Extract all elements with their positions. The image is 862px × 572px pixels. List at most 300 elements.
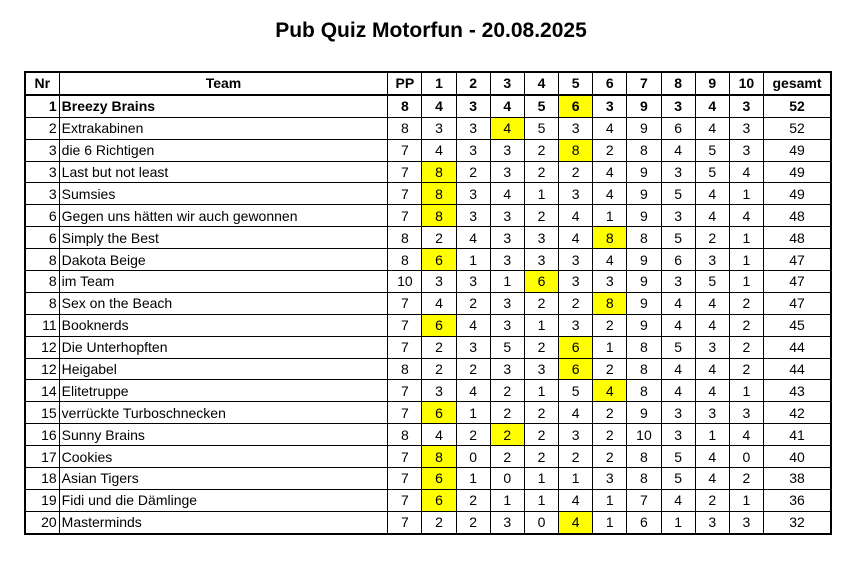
round-9-cell: 5	[695, 271, 729, 293]
table-row	[25, 95, 831, 117]
round-10-cell: 0	[729, 446, 763, 468]
round-8-cell: 3	[661, 205, 695, 227]
round-1-cell: 3	[422, 380, 456, 402]
pp-cell: 7	[388, 402, 422, 424]
round-3-cell: 1	[490, 271, 524, 293]
total-cell: 49	[764, 161, 832, 183]
round-3-cell: 3	[490, 511, 524, 533]
round-10-cell: 3	[729, 402, 763, 424]
round-2-cell: 0	[456, 446, 490, 468]
round-4-cell: 1	[524, 380, 558, 402]
round-6-cell: 1	[593, 489, 627, 511]
round-9-cell: 5	[695, 139, 729, 161]
pp-cell: 7	[388, 292, 422, 314]
rank-cell: 11	[25, 314, 59, 336]
round-10-cell: 2	[729, 314, 763, 336]
round-6-cell: 4	[593, 183, 627, 205]
round-10-cell: 4	[729, 205, 763, 227]
round-10-cell: 2	[729, 292, 763, 314]
round-6-cell: 8	[593, 292, 627, 314]
round-5-cell: 6	[559, 358, 593, 380]
round-5-cell: 5	[559, 380, 593, 402]
table-row	[25, 117, 831, 139]
round-5-cell: 3	[559, 314, 593, 336]
round-2-cell: 1	[456, 249, 490, 271]
round-5-cell: 2	[559, 161, 593, 183]
header-round-4: 4	[524, 72, 558, 95]
table-row	[25, 161, 831, 183]
round-5-cell: 2	[559, 292, 593, 314]
team-name-cell: Dakota Beige	[59, 249, 388, 271]
round-1-cell: 4	[422, 292, 456, 314]
pp-cell: 8	[388, 117, 422, 139]
team-name-cell: Cookies	[59, 446, 388, 468]
round-7-cell: 8	[627, 358, 661, 380]
rank-cell: 17	[25, 446, 59, 468]
round-4-cell: 2	[524, 446, 558, 468]
rank-cell: 16	[25, 424, 59, 446]
round-1-cell: 6	[422, 314, 456, 336]
table-row	[25, 424, 831, 446]
round-7-cell: 9	[627, 117, 661, 139]
round-8-cell: 5	[661, 446, 695, 468]
round-9-cell: 4	[695, 183, 729, 205]
round-9-cell: 3	[695, 511, 729, 533]
round-7-cell: 8	[627, 380, 661, 402]
round-7-cell: 9	[627, 314, 661, 336]
rank-cell: 12	[25, 336, 59, 358]
total-cell: 48	[764, 205, 832, 227]
header-round-5: 5	[559, 72, 593, 95]
round-10-cell: 1	[729, 489, 763, 511]
team-name-cell: Last but not least	[59, 161, 388, 183]
round-7-cell: 9	[627, 183, 661, 205]
round-2-cell: 2	[456, 292, 490, 314]
rank-cell: 15	[25, 402, 59, 424]
round-5-cell: 4	[559, 205, 593, 227]
round-1-cell: 2	[422, 336, 456, 358]
round-10-cell: 4	[729, 424, 763, 446]
total-cell: 44	[764, 336, 832, 358]
round-4-cell: 6	[524, 271, 558, 293]
round-4-cell: 1	[524, 314, 558, 336]
round-9-cell: 3	[695, 402, 729, 424]
round-2-cell: 3	[456, 271, 490, 293]
total-cell: 32	[764, 511, 832, 533]
round-9-cell: 4	[695, 446, 729, 468]
team-name-cell: Asian Tigers	[59, 468, 388, 490]
round-2-cell: 2	[456, 161, 490, 183]
table-row	[25, 511, 831, 533]
round-3-cell: 3	[490, 358, 524, 380]
pp-cell: 7	[388, 380, 422, 402]
round-6-cell: 2	[593, 424, 627, 446]
rank-cell: 6	[25, 205, 59, 227]
round-7-cell: 8	[627, 446, 661, 468]
rank-cell: 3	[25, 161, 59, 183]
round-7-cell: 9	[627, 271, 661, 293]
round-1-cell: 8	[422, 183, 456, 205]
round-2-cell: 3	[456, 139, 490, 161]
round-10-cell: 1	[729, 271, 763, 293]
round-1-cell: 6	[422, 468, 456, 490]
team-name-cell: Fidi und die Dämlinge	[59, 489, 388, 511]
round-2-cell: 4	[456, 227, 490, 249]
total-cell: 38	[764, 468, 832, 490]
round-3-cell: 3	[490, 161, 524, 183]
round-2-cell: 3	[456, 117, 490, 139]
round-6-cell: 2	[593, 358, 627, 380]
round-10-cell: 2	[729, 358, 763, 380]
round-7-cell: 8	[627, 336, 661, 358]
total-cell: 40	[764, 446, 832, 468]
header-round-10: 10	[729, 72, 763, 95]
round-7-cell: 8	[627, 139, 661, 161]
round-2-cell: 2	[456, 358, 490, 380]
header-nr: Nr	[25, 72, 59, 95]
round-8-cell: 3	[661, 161, 695, 183]
round-6-cell: 4	[593, 117, 627, 139]
round-2-cell: 1	[456, 468, 490, 490]
round-4-cell: 1	[524, 468, 558, 490]
round-4-cell: 3	[524, 227, 558, 249]
round-5-cell: 6	[559, 95, 593, 117]
table-row	[25, 402, 831, 424]
round-2-cell: 4	[456, 314, 490, 336]
round-9-cell: 5	[695, 161, 729, 183]
total-cell: 49	[764, 183, 832, 205]
pp-cell: 7	[388, 139, 422, 161]
team-name-cell: Gegen uns hätten wir auch gewonnen	[59, 205, 388, 227]
pp-cell: 7	[388, 446, 422, 468]
rank-cell: 3	[25, 139, 59, 161]
round-6-cell: 3	[593, 95, 627, 117]
round-7-cell: 8	[627, 468, 661, 490]
round-6-cell: 8	[593, 227, 627, 249]
round-1-cell: 8	[422, 446, 456, 468]
round-6-cell: 3	[593, 271, 627, 293]
round-4-cell: 2	[524, 424, 558, 446]
pp-cell: 8	[388, 249, 422, 271]
round-6-cell: 1	[593, 336, 627, 358]
total-cell: 52	[764, 95, 832, 117]
round-1-cell: 6	[422, 249, 456, 271]
table-row	[25, 336, 831, 358]
round-1-cell: 4	[422, 139, 456, 161]
round-8-cell: 4	[661, 292, 695, 314]
round-8-cell: 4	[661, 358, 695, 380]
pp-cell: 7	[388, 489, 422, 511]
round-8-cell: 3	[661, 95, 695, 117]
round-5-cell: 3	[559, 183, 593, 205]
round-1-cell: 3	[422, 117, 456, 139]
total-cell: 49	[764, 139, 832, 161]
round-2-cell: 3	[456, 336, 490, 358]
round-4-cell: 2	[524, 205, 558, 227]
table-row	[25, 249, 831, 271]
table-row	[25, 358, 831, 380]
round-7-cell: 10	[627, 424, 661, 446]
header-round-3: 3	[490, 72, 524, 95]
rank-cell: 19	[25, 489, 59, 511]
rank-cell: 8	[25, 292, 59, 314]
round-9-cell: 4	[695, 314, 729, 336]
round-10-cell: 1	[729, 227, 763, 249]
pp-cell: 7	[388, 511, 422, 533]
round-4-cell: 0	[524, 511, 558, 533]
header-round-8: 8	[661, 72, 695, 95]
round-7-cell: 6	[627, 511, 661, 533]
round-5-cell: 4	[559, 511, 593, 533]
round-7-cell: 9	[627, 292, 661, 314]
round-3-cell: 3	[490, 227, 524, 249]
round-9-cell: 1	[695, 424, 729, 446]
rank-cell: 2	[25, 117, 59, 139]
round-1-cell: 2	[422, 227, 456, 249]
round-6-cell: 2	[593, 402, 627, 424]
team-name-cell: im Team	[59, 271, 388, 293]
round-3-cell: 1	[490, 489, 524, 511]
header-team: Team	[59, 72, 388, 95]
header-total: gesamt	[764, 72, 832, 95]
pp-cell: 7	[388, 205, 422, 227]
round-8-cell: 3	[661, 424, 695, 446]
round-8-cell: 4	[661, 314, 695, 336]
total-cell: 45	[764, 314, 832, 336]
round-5-cell: 4	[559, 489, 593, 511]
header-row	[25, 72, 831, 95]
round-8-cell: 5	[661, 336, 695, 358]
total-cell: 47	[764, 292, 832, 314]
round-7-cell: 9	[627, 402, 661, 424]
round-6-cell: 4	[593, 380, 627, 402]
round-3-cell: 3	[490, 314, 524, 336]
round-9-cell: 4	[695, 380, 729, 402]
round-3-cell: 3	[490, 205, 524, 227]
round-9-cell: 4	[695, 292, 729, 314]
pp-cell: 10	[388, 271, 422, 293]
table-row	[25, 468, 831, 490]
pp-cell: 8	[388, 95, 422, 117]
total-cell: 42	[764, 402, 832, 424]
total-cell: 36	[764, 489, 832, 511]
header-pp: PP	[388, 72, 422, 95]
total-cell: 47	[764, 271, 832, 293]
round-1-cell: 6	[422, 402, 456, 424]
team-name-cell: Heigabel	[59, 358, 388, 380]
round-5-cell: 1	[559, 468, 593, 490]
round-9-cell: 2	[695, 489, 729, 511]
round-8-cell: 3	[661, 271, 695, 293]
pp-cell: 7	[388, 183, 422, 205]
round-4-cell: 1	[524, 183, 558, 205]
round-1-cell: 4	[422, 424, 456, 446]
round-7-cell: 8	[627, 227, 661, 249]
table-row	[25, 380, 831, 402]
round-2-cell: 3	[456, 205, 490, 227]
team-name-cell: Sex on the Beach	[59, 292, 388, 314]
round-5-cell: 3	[559, 424, 593, 446]
total-cell: 41	[764, 424, 832, 446]
round-7-cell: 9	[627, 249, 661, 271]
round-2-cell: 2	[456, 489, 490, 511]
round-3-cell: 3	[490, 292, 524, 314]
round-10-cell: 2	[729, 336, 763, 358]
round-4-cell: 2	[524, 292, 558, 314]
pp-cell: 8	[388, 358, 422, 380]
round-8-cell: 6	[661, 117, 695, 139]
round-9-cell: 4	[695, 95, 729, 117]
round-10-cell: 3	[729, 117, 763, 139]
results-body	[25, 95, 831, 534]
header-round-6: 6	[593, 72, 627, 95]
round-5-cell: 3	[559, 271, 593, 293]
round-3-cell: 3	[490, 139, 524, 161]
round-3-cell: 2	[490, 424, 524, 446]
round-8-cell: 5	[661, 183, 695, 205]
rank-cell: 12	[25, 358, 59, 380]
total-cell: 52	[764, 117, 832, 139]
rank-cell: 8	[25, 271, 59, 293]
round-8-cell: 5	[661, 227, 695, 249]
round-10-cell: 3	[729, 95, 763, 117]
round-6-cell: 1	[593, 511, 627, 533]
round-6-cell: 2	[593, 139, 627, 161]
round-9-cell: 3	[695, 336, 729, 358]
round-3-cell: 5	[490, 336, 524, 358]
rank-cell: 14	[25, 380, 59, 402]
round-9-cell: 4	[695, 468, 729, 490]
table-row	[25, 227, 831, 249]
pp-cell: 7	[388, 314, 422, 336]
round-8-cell: 5	[661, 468, 695, 490]
total-cell: 44	[764, 358, 832, 380]
round-4-cell: 2	[524, 402, 558, 424]
round-9-cell: 4	[695, 117, 729, 139]
pp-cell: 8	[388, 227, 422, 249]
team-name-cell: Sunny Brains	[59, 424, 388, 446]
pp-cell: 7	[388, 161, 422, 183]
round-7-cell: 9	[627, 161, 661, 183]
round-6-cell: 3	[593, 468, 627, 490]
round-2-cell: 4	[456, 380, 490, 402]
team-name-cell: Breezy Brains	[59, 95, 388, 117]
team-name-cell: die 6 Richtigen	[59, 139, 388, 161]
round-2-cell: 2	[456, 511, 490, 533]
header-round-2: 2	[456, 72, 490, 95]
round-3-cell: 4	[490, 183, 524, 205]
table-row	[25, 314, 831, 336]
round-8-cell: 4	[661, 489, 695, 511]
table-row	[25, 292, 831, 314]
round-10-cell: 1	[729, 183, 763, 205]
round-5-cell: 4	[559, 227, 593, 249]
results-table	[24, 71, 832, 535]
round-6-cell: 2	[593, 446, 627, 468]
round-3-cell: 2	[490, 446, 524, 468]
rank-cell: 3	[25, 183, 59, 205]
round-9-cell: 3	[695, 249, 729, 271]
round-4-cell: 1	[524, 489, 558, 511]
round-9-cell: 4	[695, 358, 729, 380]
round-1-cell: 6	[422, 489, 456, 511]
round-4-cell: 2	[524, 139, 558, 161]
round-9-cell: 4	[695, 205, 729, 227]
round-3-cell: 4	[490, 95, 524, 117]
table-row	[25, 139, 831, 161]
round-1-cell: 3	[422, 271, 456, 293]
round-2-cell: 3	[456, 95, 490, 117]
round-4-cell: 3	[524, 358, 558, 380]
round-10-cell: 2	[729, 468, 763, 490]
round-1-cell: 2	[422, 511, 456, 533]
round-4-cell: 5	[524, 95, 558, 117]
team-name-cell: Masterminds	[59, 511, 388, 533]
round-4-cell: 5	[524, 117, 558, 139]
round-2-cell: 1	[456, 402, 490, 424]
page-title: Pub Quiz Motorfun - 20.08.2025	[275, 19, 587, 42]
team-name-cell: verrückte Turboschnecken	[59, 402, 388, 424]
round-4-cell: 2	[524, 161, 558, 183]
header-round-9: 9	[695, 72, 729, 95]
round-9-cell: 2	[695, 227, 729, 249]
round-8-cell: 1	[661, 511, 695, 533]
table-row	[25, 205, 831, 227]
round-8-cell: 6	[661, 249, 695, 271]
round-7-cell: 7	[627, 489, 661, 511]
round-7-cell: 9	[627, 95, 661, 117]
team-name-cell: Booknerds	[59, 314, 388, 336]
total-cell: 47	[764, 249, 832, 271]
rank-cell: 1	[25, 95, 59, 117]
round-6-cell: 4	[593, 249, 627, 271]
round-3-cell: 2	[490, 380, 524, 402]
team-name-cell: Extrakabinen	[59, 117, 388, 139]
pp-cell: 7	[388, 336, 422, 358]
team-name-cell: Die Unterhopften	[59, 336, 388, 358]
team-name-cell: Sumsies	[59, 183, 388, 205]
round-1-cell: 2	[422, 358, 456, 380]
round-3-cell: 4	[490, 117, 524, 139]
round-8-cell: 4	[661, 380, 695, 402]
round-8-cell: 4	[661, 139, 695, 161]
round-6-cell: 2	[593, 314, 627, 336]
round-4-cell: 2	[524, 336, 558, 358]
rank-cell: 8	[25, 249, 59, 271]
round-3-cell: 0	[490, 468, 524, 490]
round-2-cell: 2	[456, 424, 490, 446]
round-5-cell: 3	[559, 249, 593, 271]
table-row	[25, 446, 831, 468]
round-5-cell: 8	[559, 139, 593, 161]
header-round-1: 1	[422, 72, 456, 95]
round-1-cell: 4	[422, 95, 456, 117]
table-row	[25, 489, 831, 511]
round-5-cell: 2	[559, 446, 593, 468]
round-10-cell: 3	[729, 139, 763, 161]
total-cell: 48	[764, 227, 832, 249]
round-3-cell: 3	[490, 249, 524, 271]
round-8-cell: 3	[661, 402, 695, 424]
round-1-cell: 8	[422, 161, 456, 183]
round-10-cell: 1	[729, 380, 763, 402]
round-1-cell: 8	[422, 205, 456, 227]
round-10-cell: 1	[729, 249, 763, 271]
pp-cell: 7	[388, 468, 422, 490]
header-round-7: 7	[627, 72, 661, 95]
table-row	[25, 271, 831, 293]
round-4-cell: 3	[524, 249, 558, 271]
